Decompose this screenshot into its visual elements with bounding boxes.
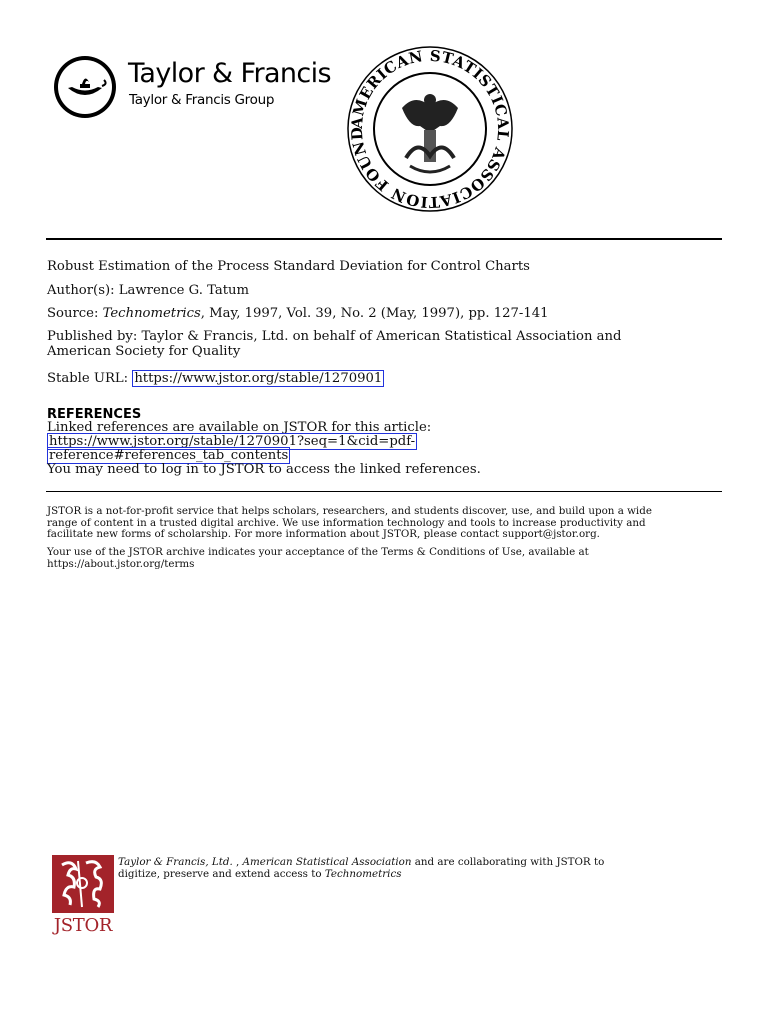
- publisher-name: Taylor & Francis: [128, 58, 332, 89]
- jstor-logo: [50, 855, 116, 937]
- references-intro: Linked references are available on JSTOR for this article:: [47, 420, 432, 435]
- stable-url-link[interactable]: https://www.jstor.org/stable/1270901: [134, 371, 383, 386]
- source-line: Source: Technometrics, May, 1997, Vol. 39, No. 2 (May, 1997), pp. 127-141: [47, 306, 549, 321]
- terms-link[interactable]: https://about.jstor.org/terms: [47, 557, 195, 570]
- references-link[interactable]: [47, 435, 417, 463]
- authors-line: Author(s): Lawrence G. Tatum: [47, 283, 250, 298]
- asa-seal-logo: [340, 38, 520, 220]
- article-title: Robust Estimation of the Process Standard Deviation for Control Charts: [47, 259, 530, 274]
- jstor-notice: JSTOR is a not-for-profit service that helps scholars, researchers, and students discover, use, and build upon a wide range of content in a trusted digital archive. We use information technology and tools to increase productivity and facilitate new forms of scholarship. For more information about JSTOR, please contact support@jstor.org.: [47, 505, 652, 541]
- jstor-emblem-icon: [52, 855, 114, 913]
- collaboration-statement: Taylor & Francis, Ltd. , American Statistical Association and are collaborating with JSTOR to digitize, preserve and extend access to Technometrics: [118, 856, 605, 880]
- authors: Lawrence G. Tatum: [118, 283, 250, 298]
- eagle-icon: [402, 94, 458, 172]
- divider: [46, 238, 722, 240]
- references-note: You may need to log in to JSTOR to access the linked references.: [47, 462, 481, 477]
- references-heading: REFERENCES: [47, 407, 142, 422]
- journal-name: Technometrics: [102, 306, 201, 321]
- divider: [46, 491, 722, 492]
- published-by-line2: American Society for Quality: [47, 344, 241, 359]
- references-link-line2[interactable]: reference#references_tab_contents: [49, 448, 289, 463]
- references-link-line1[interactable]: https://www.jstor.org/stable/1270901?seq=1&cid=pdf-: [49, 434, 416, 449]
- stable-url-line: Stable URL: https://www.jstor.org/stable/1270901: [47, 371, 383, 386]
- terms-notice: Your use of the JSTOR archive indicates your acceptance of the Terms & Conditions of Use, available at https://about.jstor.org/terms: [47, 547, 727, 570]
- published-by-line1: Published by: Taylor & Francis, Ltd. on behalf of American Statistical Association and: [47, 329, 622, 344]
- jstor-wordmark: JSTOR: [53, 915, 113, 936]
- taylor-francis-logo: [52, 50, 342, 122]
- lamp-icon: [52, 54, 118, 120]
- seal-text: AMERICAN STATISTICAL ASSOCIATION FOUND: [347, 46, 513, 212]
- publisher-group: Taylor & Francis Group: [129, 92, 275, 108]
